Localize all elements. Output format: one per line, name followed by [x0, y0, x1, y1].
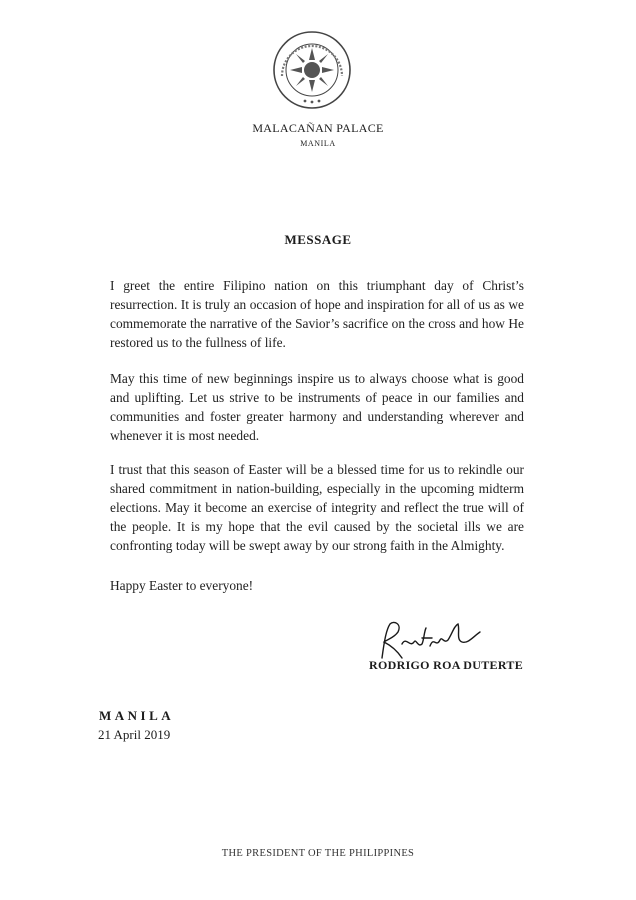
paragraph-4: Happy Easter to everyone! — [110, 578, 254, 593]
palace-city: MANILA — [300, 139, 336, 148]
paragraph-2: May this time of new beginnings inspire us to always choose what is good and uplifting. Let us strive to be instruments of peace in our families and communities and foster greater harmony and understanding wherever and whenever it is most needed. — [110, 371, 524, 443]
document-title: MESSAGE — [284, 232, 352, 247]
letterhead-footer: THE PRESIDENT OF THE PHILIPPINES — [221, 848, 415, 859]
seal-emblem-icon — [272, 30, 352, 110]
paragraph-3: I trust that this season of Easter will be a blessed time for us to rekindle our shared commitment in nation-building, especially in the upcoming midterm elections. May it become an exercise of integrity and reflect the true will of the people. It is my hope that the evil caused by the societal ills we are confronting today will be swept away by our strong faith in the Almighty. — [110, 462, 524, 553]
palace-name: MALACAÑAN PALACE — [252, 121, 384, 135]
dateline-date: 21 April 2019 — [98, 727, 171, 742]
paragraph-1: I greet the entire Filipino nation on this triumphant day of Christ’s resurrection. It is truly an occasion of hope and inspiration for all of us as we commemorate the narrative of the Savior’s sacrifice on the cross and how He restored us to the fullness of life. — [110, 278, 524, 350]
signatory-name: RODRIGO ROA DUTERTE — [369, 658, 523, 672]
presidential-seal — [272, 30, 352, 110]
dateline-place: MANILA — [99, 708, 175, 723]
